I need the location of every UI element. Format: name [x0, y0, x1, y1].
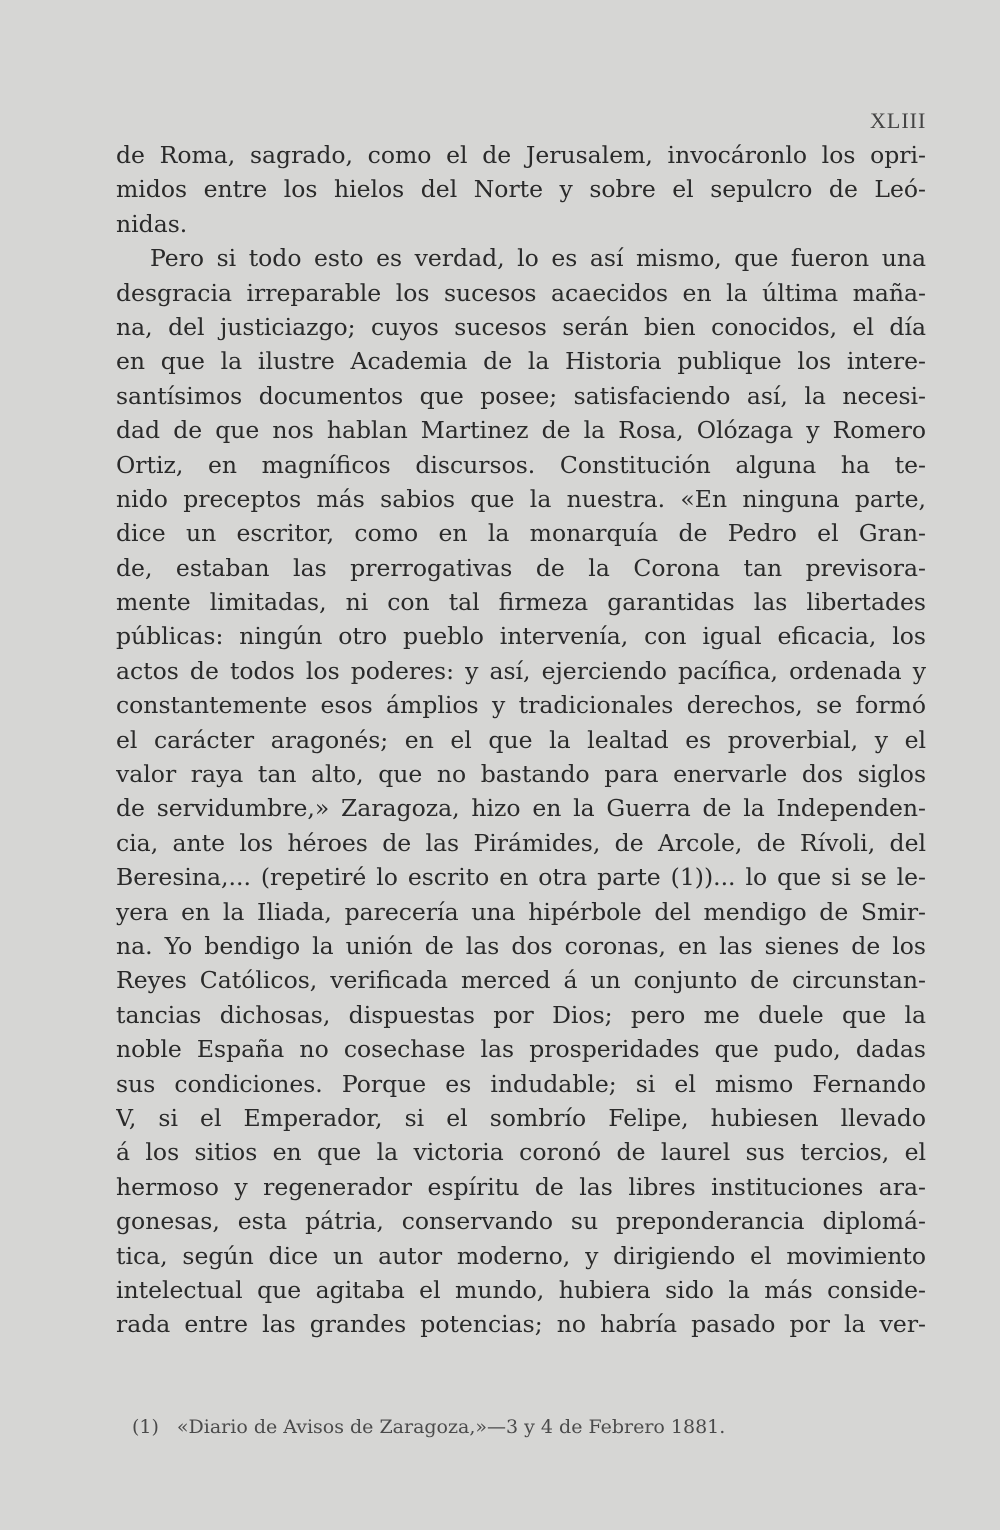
- text-line: intelectual que agitaba el mundo, hubiera sido la más conside-: [116, 1275, 926, 1304]
- text-line: rada entre las grandes potencias; no habría pasado por la ver-: [116, 1310, 926, 1339]
- text-line: Reyes Católicos, verificada merced á un conjunto de circunstan-: [116, 966, 926, 995]
- text-line: de servidumbre,» Zaragoza, hizo en la Guerra de la Independen-: [116, 794, 926, 823]
- text-line: noble España no cosechase las prosperidades que pudo, dadas: [116, 1035, 926, 1064]
- text-line: na. Yo bendigo la unión de las dos coronas, en las sienes de los: [116, 931, 926, 960]
- footnote: [132, 1416, 792, 1438]
- text-line: públicas: ningún otro pueblo intervenía, con igual eficacia, los: [116, 622, 926, 651]
- text-line: dice un escritor, como en la monarquía de Pedro el Gran-: [116, 519, 926, 548]
- text-line: el carácter aragonés; en el que la lealtad es proverbial, y el: [116, 725, 926, 754]
- text-line: cia, ante los héroes de las Pirámides, de Arcole, de Rívoli, del: [116, 828, 926, 857]
- text-line: Beresina,... (repetiré lo escrito en otra parte (1))... lo que si se le-: [116, 863, 926, 892]
- text-line: Ortiz, en magníficos discursos. Constitución alguna ha te-: [116, 450, 926, 479]
- text-line: sus condiciones. Porque es indudable; si el mismo Fernando: [116, 1069, 926, 1098]
- text-line: Pero si todo esto es verdad, lo es así mismo, que fueron una: [150, 244, 926, 273]
- text-line: de, estaban las prerrogativas de la Corona tan previsora-: [116, 553, 926, 582]
- text-line: actos de todos los poderes: y así, ejerciendo pacífica, ordenada y: [116, 656, 926, 685]
- text-line: en que la ilustre Academia de la Historia publique los intere-: [116, 347, 926, 376]
- text-line: desgracia irreparable los sucesos acaecidos en la última maña-: [116, 278, 926, 307]
- text-line: V, si el Emperador, si el sombrío Felipe, hubiesen llevado: [116, 1103, 926, 1132]
- text-line: mente limitadas, ni con tal firmeza garantidas las libertades: [116, 588, 926, 617]
- text-line: á los sitios en que la victoria coronó de laurel sus tercios, el: [116, 1138, 926, 1167]
- page-number: XLIII: [870, 108, 927, 133]
- text-line: santísimos documentos que posee; satisfaciendo así, la necesi-: [116, 381, 926, 410]
- footnote-text: «Diario de Avisos de Zaragoza,»—3 y 4 de Febrero 1881.: [176, 1416, 726, 1438]
- text-line: nidas.: [116, 209, 188, 238]
- text-line: yera en la Iliada, parecería una hipérbole del mendigo de Smir-: [116, 897, 926, 926]
- text-line: nido preceptos más sabios que la nuestra. «En ninguna parte,: [116, 484, 926, 513]
- text-line: tancias dichosas, dispuestas por Dios; pero me duele que la: [116, 1000, 926, 1029]
- text-line: na, del justiciazgo; cuyos sucesos serán bien conocidos, el día: [116, 312, 926, 341]
- body-text: [116, 138, 926, 1342]
- text-line: gonesas, esta pátria, conservando su preponderancia diplomá-: [116, 1207, 926, 1236]
- text-line: tica, según dice un autor moderno, y dirigiendo el movimiento: [116, 1241, 926, 1270]
- text-line: dad de que nos hablan Martinez de la Rosa, Olózaga y Romero: [116, 416, 926, 445]
- footnote-mark: (1): [132, 1416, 159, 1438]
- text-line: hermoso y regenerador espíritu de las libres instituciones ara-: [116, 1172, 926, 1201]
- text-line: valor raya tan alto, que no bastando para enervarle dos siglos: [116, 760, 926, 789]
- text-line: midos entre los hielos del Norte y sobre el sepulcro de Leó-: [116, 175, 926, 204]
- text-line: de Roma, sagrado, como el de Jerusalem, invocáronlo los opri-: [116, 141, 926, 169]
- text-line: constantemente esos ámplios y tradicionales derechos, se formó: [116, 691, 926, 720]
